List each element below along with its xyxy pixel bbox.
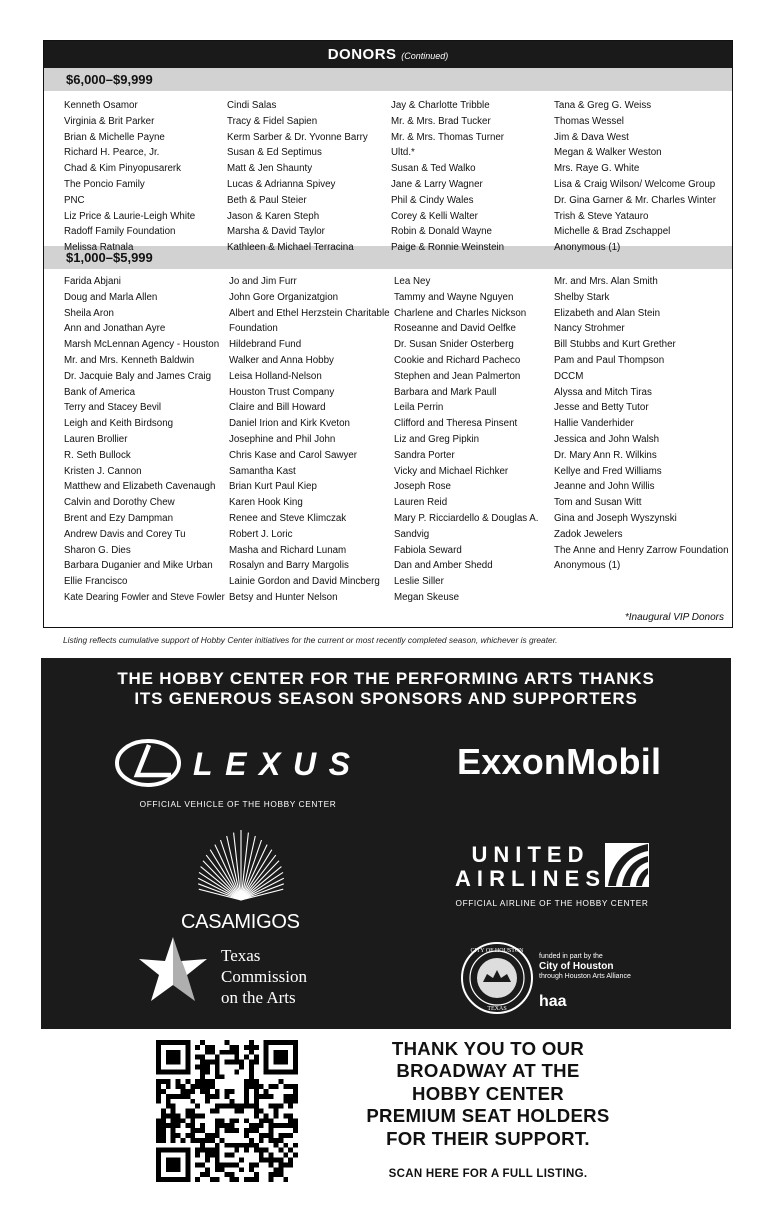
donor-name: Jo and Jim Furr [229,276,297,287]
donor-name: Vicky and Michael Richker [393,465,508,477]
donor-name: Josephine and Phil John [229,433,336,445]
donor-name: Sandvig [393,528,429,540]
city-text: City of Houston [539,961,614,972]
donor-name: Andrew Davis and Corey Tu [64,528,186,540]
donor-name: Mary P. Ricciardello & Douglas A. [393,512,539,524]
donor-name: Anonymous (1) [553,242,621,254]
donor-name: Tom and Susan Witt [553,497,642,509]
donor-name: Claire and Bill Howard [229,402,326,414]
tier-label: $1,000–$5,999 [44,246,732,269]
donor-column [394,274,554,606]
united-caption: OFFICIAL AIRLINE OF THE HOBBY CENTER [455,898,649,908]
donor-name: Kate Dearing Fowler and Steve Fowler [64,591,225,603]
donor-name: Foundation [229,323,278,335]
texas-line2: Commission [221,967,307,986]
donors-panel [43,40,733,628]
lexus-wordmark: LEXUS [193,746,355,782]
donor-name: Paige & Ronnie Weinstein [390,242,504,254]
donor-name: Anonymous (1) [553,560,620,572]
donor-name: PNC [64,194,85,206]
donor-name: Betsy and Hunter Nelson [229,591,338,603]
donor-name: Lainie Gordon and David Mincberg [229,576,380,588]
donor-name: Doug and Marla Allen [64,291,158,303]
donor-name: Zadok Jewelers [553,528,623,540]
thanks-block [318,1038,658,1180]
city-of-houston-logo [459,940,699,1025]
tier1-name-grid [44,91,732,254]
donor-column [227,98,390,254]
casamigos-logo [156,818,326,939]
united-airlines-logo [437,840,667,908]
donor-name: Matt & Jen Shaunty [227,163,313,175]
donor-name: Masha and Richard Lunam [229,544,347,556]
donor-name: Richard H. Pearce, Jr. [64,147,160,159]
thanks-line: PREMIUM SEAT HOLDERS [366,1105,610,1127]
donor-name: Corey & Kelli Walter [390,210,478,222]
donor-name: Brian Kurt Paul Kiep [229,481,317,493]
donor-name: Leisa Holland-Nelson [229,370,322,382]
donor-name: Terry and Stacey Bevil [64,402,162,414]
donor-name: Sheila Aron [64,307,114,319]
vip-note: *Inaugural VIP Donors [624,612,724,623]
donor-name: Matthew and Elizabeth Cavenaugh [64,481,216,493]
united-line1: UNITED [471,842,587,867]
donor-name: Walker and Anna Hobby [229,354,334,366]
donor-name: Jason & Karen Steph [227,210,320,222]
tier-label: $6,000–$9,999 [44,68,732,91]
donor-name: Lisa & Craig Wilson/ Welcome Group [553,178,716,190]
donor-name: Dr. Jacquie Baly and James Craig [64,370,212,382]
donor-name: Dr. Gina Garner & Mr. Charles Winter [553,194,716,206]
city-seal-icon [462,943,532,1013]
donor-name: Bill Stubbs and Kurt Grether [553,339,676,351]
donor-name: Jessica and John Walsh [553,433,659,445]
donor-name: Mr. & Mrs. Thomas Turner [390,131,504,143]
donor-name: Dr. Susan Snider Osterberg [393,339,514,351]
seal-bottom: TEXAS [487,1006,507,1012]
donor-name: Radoff Family Foundation [64,226,176,238]
united-line2: AIRLINES [455,866,603,890]
donor-name: Michelle & Brad Zschappel [553,226,671,238]
donors-title: DONORS [327,46,397,63]
donor-name: Lauren Reid [393,497,447,509]
donor-name: Barbara Duganier and Mike Urban [64,560,213,572]
donor-name: Mr. & Mrs. Brad Tucker [390,115,491,127]
donor-name: Farida Abjani [64,276,121,287]
donor-name: Mrs. Raye G. White [553,163,640,175]
donor-name: Hildebrand Fund [229,339,302,351]
haa-logo: haa [539,993,567,1010]
donor-name: Dr. Mary Ann R. Wilkins [553,449,657,461]
donor-name: Kathleen & Michael Terracina [227,242,354,254]
donor-name: Fabiola Seward [393,544,462,556]
donor-name: Robin & Donald Wayne [390,226,492,238]
donor-name: Brent and Ezy Dampman [64,512,174,524]
agave-icon [156,818,326,903]
globe-icon [604,842,650,888]
donor-name: The Poncio Family [64,178,145,190]
thanks-line: FOR THEIR SUPPORT. [386,1127,590,1149]
donor-name: DCCM [553,370,583,382]
seal-top: CITY OF HOUSTON [470,948,524,954]
donor-name: Dan and Amber Shedd [393,560,493,572]
donor-name: Elizabeth and Alan Stein [553,307,660,319]
sponsors-panel [41,658,731,1029]
donor-name: Jeanne and John Willis [553,481,655,493]
donor-name: Rosalyn and Barry Margolis [229,560,349,572]
donor-name: Marsh McLennan Agency - Houston [64,339,220,351]
texas-commission-logo [133,933,343,1018]
donor-name: Daniel Irion and Kirk Kveton [229,418,350,430]
donor-name: Robert J. Loric [229,528,293,540]
sponsors-title [41,669,731,709]
donor-name: Ultd.* [390,147,415,159]
donor-name: Beth & Paul Steier [227,194,307,206]
donor-name: Jesse and Betty Tutor [553,402,649,414]
donor-name: Sandra Porter [393,449,455,461]
donor-name: Leslie Siller [393,576,444,588]
donor-name: R. Seth Bullock [64,449,131,461]
donor-name: Pam and Paul Thompson [553,354,664,366]
donor-name: Bank of America [64,386,136,398]
donor-name: Megan & Walker Weston [553,147,662,159]
donor-column [64,274,229,606]
donor-name: Clifford and Theresa Pinsent [393,418,517,430]
donor-name: Calvin and Dorothy Chew [64,497,175,509]
donor-name: Trish & Steve Yatauro [553,210,649,222]
donor-name: Leila Perrin [393,402,443,414]
donors-title-suffix: (Continued) [401,51,449,61]
donor-name: Lucas & Adrianna Spivey [227,178,336,190]
tier2-name-grid [44,269,732,606]
donor-name: Jay & Charlotte Tribble [390,100,490,111]
donor-name: Lea Ney [393,276,430,287]
donor-name: Kenneth Osamor [64,100,138,111]
exxonmobil-logo [449,738,669,789]
donor-name: Marsha & David Taylor [227,226,326,238]
donor-name: Cookie and Richard Pacheco [393,354,520,366]
donor-name: Liz Price & Laurie-Leigh White [64,210,196,222]
donor-name: Kristen J. Cannon [64,465,142,477]
donor-name: Ellie Francisco [64,576,128,588]
lexus-caption: OFFICIAL VEHICLE OF THE HOBBY CENTER [139,799,337,809]
donor-name: Barbara and Mark Paull [393,386,496,398]
donor-name: Leigh and Keith Birdsong [64,418,174,430]
donor-name: Karen Hook King [229,497,303,509]
donor-column [229,274,394,606]
donor-name: Gina and Joseph Wyszynski [553,512,677,524]
donor-name: Susan & Ted Walko [390,163,476,175]
thanks-line: BROADWAY AT THE [396,1060,580,1082]
donor-name: Phil & Cindy Wales [390,194,474,206]
donor-column [553,98,732,254]
donor-name: Stephen and Jean Palmerton [393,370,520,382]
donor-column [390,98,554,254]
donor-name: Joseph Rose [393,481,451,493]
united-wordmark [454,840,604,890]
donor-name: Lauren Brollier [64,433,128,445]
texas-line3: on the Arts [221,988,296,1007]
qr-code[interactable] [156,1040,298,1182]
donor-name: Kerm Sarber & Dr. Yvonne Barry [227,131,369,143]
donor-name: Roseanne and David Oelfke [393,323,516,335]
donor-name: Nancy Strohmer [553,323,625,335]
donor-column [554,274,732,606]
exxonmobil-mark [449,738,669,784]
through-text: through Houston Arts Alliance [539,973,631,980]
thanks-line: HOBBY CENTER [411,1082,565,1104]
city-of-houston-mark [459,940,699,1020]
donor-name: Mr. and Mrs. Alan Smith [553,276,658,287]
sponsors-title-line: THE HOBBY CENTER FOR THE PERFORMING ARTS THANKS [117,669,655,688]
donors-header [44,41,732,68]
donor-name: Samantha Kast [229,465,296,477]
thanks-line: THANK YOU TO OUR [391,1038,585,1059]
donor-name: Susan & Ed Septimus [227,147,323,159]
donor-name: Tammy and Wayne Nguyen [393,291,513,303]
donor-name: Megan Skeuse [393,591,459,603]
donor-name: Tana & Greg G. Weiss [553,100,651,111]
donor-name: Renee and Steve Klimczak [229,512,347,524]
casamigos-wordmark: CASAMIGOS [181,911,301,933]
donor-name: Virginia & Brit Parker [64,115,155,127]
texas-line1: Texas [221,946,261,965]
donor-name: Jim & Dava West [553,131,629,143]
donor-name: Shelby Stark [553,291,610,303]
donor-name: Kellye and Fred Williams [553,465,662,477]
listing-note: Listing reflects cumulative support of Hobby Center initiatives for the current or most recently completed season, whichever is greater. [63,635,558,645]
exxonmobil-wordmark: ExxonMobil [457,741,661,782]
donor-name: Chris Kase and Carol Sawyer [229,449,358,461]
lexus-emblem-icon [113,736,363,790]
scan-instruction: SCAN HERE FOR A FULL LISTING. [388,1168,588,1181]
donor-name: Cindi Salas [227,100,277,111]
texas-commission-mark [133,933,343,1013]
donor-name: Albert and Ethel Herzstein Charitable [229,307,390,319]
donor-name: Mr. and Mrs. Kenneth Baldwin [64,354,195,366]
casamigos-mark [156,908,326,934]
donor-name: Brian & Michelle Payne [64,131,165,143]
donor-name: Hallie Vanderhider [553,418,634,430]
donor-name: The Anne and Henry Zarrow Foundation [553,544,729,556]
donor-name: Thomas Wessel [553,115,624,127]
funded-text: funded in part by the [539,953,603,960]
lexus-logo [113,736,363,809]
donor-name: Sharon G. Dies [64,544,131,556]
donor-name: Alyssa and Mitch Tiras [553,386,652,398]
donor-name: Jane & Larry Wagner [390,178,483,190]
donor-name: Ann and Jonathan Ayre [64,323,166,335]
donor-name: Melissa Ratnala [64,242,134,254]
donor-name: Charlene and Charles Nickson [393,307,526,319]
donor-name: Tracy & Fidel Sapien [227,115,318,127]
sponsors-title-line: ITS GENEROUS SEASON SPONSORS AND SUPPORTERS [134,689,638,708]
donor-name: John Gore Organizatgion [229,291,339,303]
star-icon [139,937,207,1001]
donor-column [64,98,227,254]
donor-name: Chad & Kim Pinyopusarerk [64,163,182,175]
donor-name: Liz and Greg Pipkin [393,433,479,445]
donor-name: Houston Trust Company [229,386,335,398]
